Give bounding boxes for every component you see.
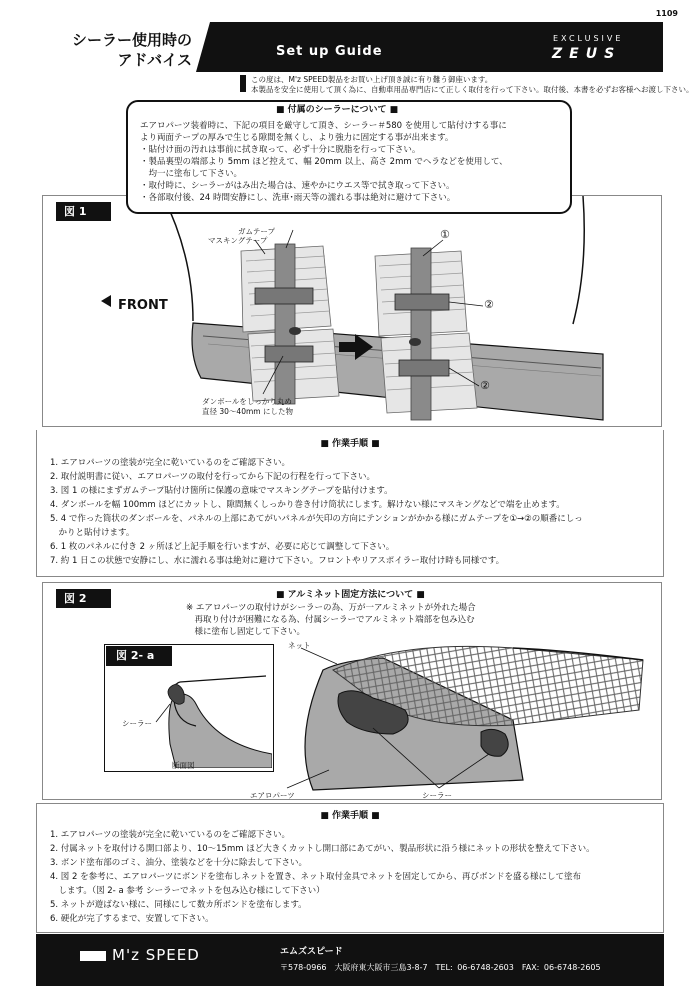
page-number: 1109 <box>655 9 678 18</box>
intro-line-1: この度は、M'z SPEED製品をお買い上げ頂き誠に有り難う御座います。 <box>251 75 493 84</box>
aluminum-net-heading: ■ アルミネット固定方法について ■ <box>276 590 425 600</box>
sealer-label-section: シーラー <box>122 719 152 728</box>
gum-tape-label: ガムテープ <box>238 227 275 236</box>
left-tape-group <box>241 244 339 404</box>
figure-2a-label: 図 2- a <box>106 646 172 666</box>
circle-2-upper-label: ② <box>484 298 494 311</box>
net-label: ネット <box>288 641 311 650</box>
right-tape-group <box>375 248 477 420</box>
procedure-step: 4. 図 2 を参考に、エアロパーツにボンドを塗布しネットを置き、ネット取付金具でネットを固定してから、再びボンドを盛る様にして塗布 <box>50 872 581 882</box>
masking-tape-label: マスキングテープ <box>208 236 268 245</box>
notice-line: 均一に塗布して下さい。 <box>140 169 243 179</box>
setup-guide-label: Set up Guide <box>276 44 383 59</box>
note-line-3: 様に塗布し固定して下さい。 <box>186 627 306 637</box>
figure-1-label: 図 1 <box>56 202 111 221</box>
company-name: エムズスピード <box>280 947 343 957</box>
logo-mark <box>80 951 106 961</box>
section-view-illustration <box>106 664 272 768</box>
procedure-step: 5. ネットが遊ばない様に、同様にして数カ所ボンドを塗布します。 <box>50 900 307 910</box>
figure-2-label: 図 2 <box>56 589 111 608</box>
cardboard-note <box>202 397 293 417</box>
procedure-step: 2. 付属ネットを取付ける開口部より、10～15mm ほど大きくカットし開口部にあてがい、製品形状に沿う様にネットの形状を整えて下さい。 <box>50 844 595 854</box>
circle-1-label: ① <box>440 228 450 241</box>
procedure-1-list <box>50 456 583 568</box>
procedure-2-list <box>50 828 595 926</box>
notice-line: ・貼付け面の汚れは事前に拭き取って、必ず十分に脱脂を行って下さい。 <box>140 145 421 155</box>
cardboard-line-2: 直径 30～40mm にした物 <box>202 407 293 416</box>
notice-line: ・取付時に、シーラーがはみ出た場合は、速やかにウエス等で拭き取って下さい。 <box>140 181 455 191</box>
procedure-step: します。（図 2- a 参考 シーラーでネットを包み込む様にして下さい） <box>50 886 325 896</box>
aero-parts-label: エアロパーツ <box>250 791 295 800</box>
company-address: 〒578-0966 大阪府東大阪市三島3-8-7 TEL: 06-6748-2603 FAX: 06-6748-2605 <box>280 963 601 972</box>
brand-exclusive: EXCLUSIVE <box>553 34 624 43</box>
title-line-1: シーラー使用時の <box>71 31 192 49</box>
procedure-step: 5. 4 で作った筒状のダンボールを、パネルの上部にあてがいパネルが矢印の方向にテンションがかかる様にガムテープを①→②の順番にしっ <box>50 514 583 524</box>
sealer-notice-body <box>140 120 565 204</box>
notice-line: ・各部取付後、24 時間安静にし、洗車･雨天等の濡れる事は絶対に避けて下さい。 <box>140 193 456 203</box>
intro-text <box>251 75 694 95</box>
procedure-step: 2. 取付説明書に従い、エアロパーツの取付を行ってから下記の行程を行って下さい。 <box>50 472 375 482</box>
page-title <box>42 30 192 70</box>
procedure-step: 3. ボンド塗布部のゴミ、油分、塗装などを十分に除去して下さい。 <box>50 858 307 868</box>
intro-marker <box>240 75 246 92</box>
footer <box>36 934 664 986</box>
intro-line-2: 本製品を安全に使用して頂く為に、自動車用品専門店にて正しく取付を行って下さい。取付後、本書を必ずお客様へお渡し下さい。 <box>251 85 694 94</box>
procedure-1-heading: ■ 作業手順 ■ <box>320 439 380 449</box>
brand-zeus: ZEUS <box>552 46 622 62</box>
front-label: FRONT <box>118 298 168 313</box>
procedure-step: 1. エアロパーツの塗装が完全に乾いているのをご確認下さい。 <box>50 830 290 840</box>
notice-line: ・製品裏型の端部より 5mm ほど控えて、幅 20mm 以上、高さ 2mm でヘラなどを使用して、 <box>140 157 508 167</box>
procedure-step: 4. ダンボールを幅 100mm ほどにカットし、隙間無くしっかり巻き付け筒状にします。解けない様にマスキングなどで端を止めます。 <box>50 500 565 510</box>
note-line-1: ※ エアロパーツの取付けがシーラーの為、万が一アルミネットが外れた場合 <box>186 603 476 613</box>
company-logo: M'z SPEED <box>112 946 200 964</box>
sealer-notice-heading: ■ 付属のシーラーについて ■ <box>276 105 399 115</box>
note-line-2: 再取り付けが困難になる為、付属シーラーでアルミネット端部を包み込む <box>186 615 475 625</box>
procedure-step: 3. 図 1 の様にまずガムテープ貼付け箇所に保護の意味でマスキングテープを貼付けます。 <box>50 486 393 496</box>
cardboard-line-1: ダンボールをしっかり丸め <box>202 397 292 406</box>
circle-2-lower-label: ② <box>480 379 490 392</box>
notice-line: エアロパーツ装着時に、下記の項目を厳守して頂き、シーラー＃580 を使用して貼付けする事に <box>140 121 507 131</box>
procedure-step: かりと貼付けます。 <box>50 528 135 538</box>
sealer-label-main: シーラー <box>422 791 452 800</box>
procedure-step: 6. 1 枚のパネルに付き 2 ヶ所ほど上記手順を行いますが、必要に応じて調整して下さい。 <box>50 542 395 552</box>
section-view-label: 断面図 <box>172 761 195 770</box>
notice-line: より両面テープの厚みで生じる隙間を無くし、より強力に固定する事が出来ます。 <box>140 133 454 143</box>
procedure-step: 1. エアロパーツの塗装が完全に乾いているのをご確認下さい。 <box>50 458 290 468</box>
title-line-2: アドバイス <box>117 51 192 69</box>
procedure-step: 6. 硬化が完了するまで、安置して下さい。 <box>50 914 214 924</box>
procedure-2-heading: ■ 作業手順 ■ <box>320 811 380 821</box>
procedure-step: 7. 約 1 日この状態で安静にし、水に濡れる事は絶対に避けて下さい。フロントやリアスポイラー取付け時も同様です。 <box>50 556 505 566</box>
